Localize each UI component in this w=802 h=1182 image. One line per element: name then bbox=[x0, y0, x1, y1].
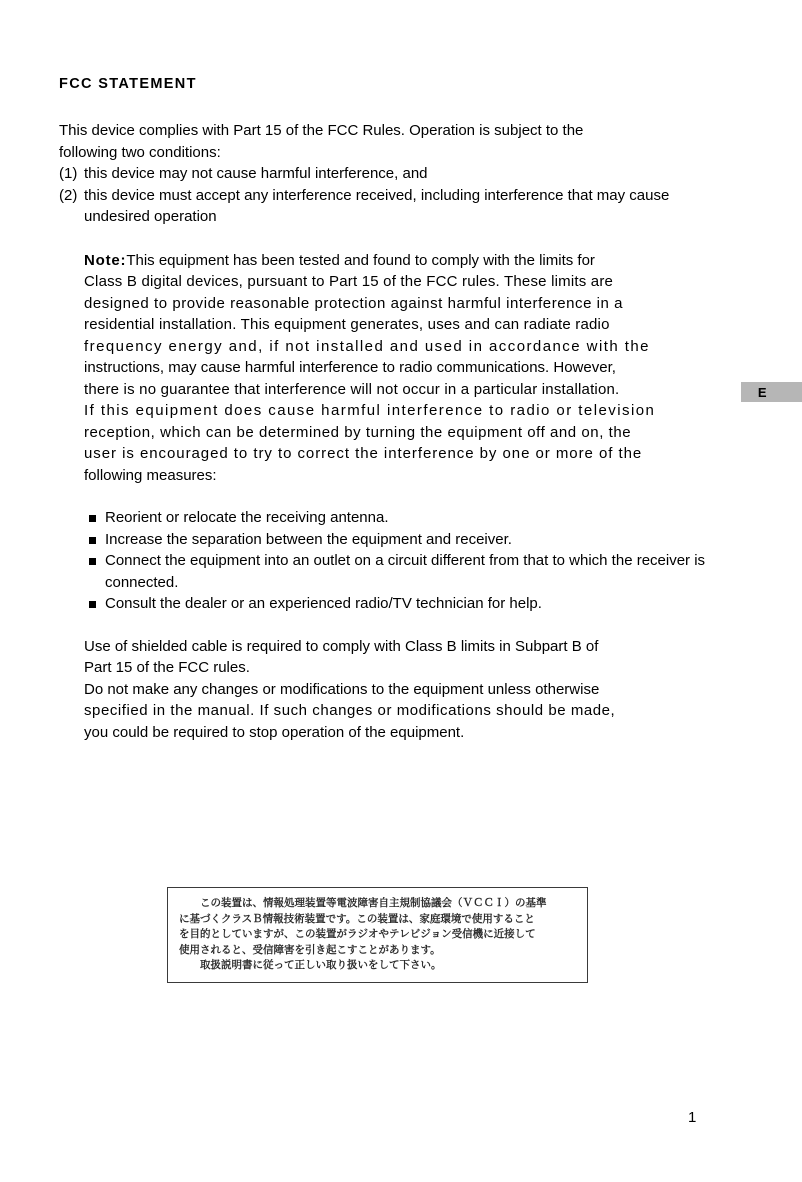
vcci-notice-text bbox=[168, 888, 587, 974]
condition-item bbox=[59, 163, 707, 185]
closing-line: Use of shielded cable is required to comply with Class B limits in Subpart B of bbox=[84, 637, 599, 655]
closing-paragraph-2 bbox=[84, 679, 707, 744]
measures-list bbox=[59, 507, 707, 615]
vcci-notice-box bbox=[167, 887, 588, 983]
square-bullet-icon bbox=[89, 537, 96, 544]
section-tab-label: E bbox=[757, 384, 768, 400]
square-bullet-icon bbox=[89, 515, 96, 522]
note-line: frequency energy and, if not installed and used in accordance with the bbox=[84, 337, 650, 355]
note-first-line bbox=[84, 250, 707, 272]
note-block bbox=[59, 250, 707, 487]
square-bullet-icon bbox=[89, 558, 96, 565]
note-line: designed to provide reasonable protection against harmful interference in a bbox=[84, 294, 624, 312]
vcci-line: 使用されると、受信障害を引き起こすことがあります。 bbox=[179, 943, 441, 956]
page-content bbox=[59, 76, 707, 743]
intro-paragraph bbox=[59, 120, 707, 163]
list-item bbox=[59, 550, 707, 593]
condition-number: (2) bbox=[59, 186, 78, 204]
list-item bbox=[89, 529, 707, 551]
condition-text: this device may not cause harmful interference, and bbox=[84, 165, 428, 183]
intro-line: This device complies with Part 15 of the FCC Rules. Operation is subject to the bbox=[59, 122, 584, 140]
closing-line: you could be required to stop operation of the equipment. bbox=[84, 723, 465, 741]
note-line: residential installation. This equipment generates, uses and can radiate radio bbox=[84, 316, 610, 334]
list-item bbox=[89, 507, 707, 529]
list-item-label: Reorient or relocate the receiving antenna. bbox=[105, 509, 389, 527]
note-line: reception, which can be determined by turning the equipment off and on, the bbox=[84, 423, 632, 441]
note-line: instructions, may cause harmful interference to radio communications. However, bbox=[84, 359, 616, 377]
vcci-line: この装置は、情報処理装置等電波障害自主規制協議会（ＶＣＣＩ）の基準 bbox=[200, 897, 547, 909]
page-number: 1 bbox=[688, 1109, 697, 1126]
note-line: following measures: bbox=[84, 466, 217, 484]
vcci-line: を目的としていますが、この装置がラジオやテレビジョン受信機に近接して bbox=[179, 928, 536, 940]
note-line: Class B digital devices, pursuant to Part 15 of the FCC rules. These limits are bbox=[84, 273, 614, 291]
vcci-line: 取扱説明書に従って正しい取り扱いをして下さい。 bbox=[200, 959, 442, 971]
note-paragraph bbox=[84, 250, 707, 487]
note-label: Note: bbox=[84, 251, 127, 269]
page-title: FCC STATEMENT bbox=[59, 76, 197, 92]
list-item-label: Connect the equipment into an outlet on a circuit different from that to which the receiver is connected. bbox=[105, 552, 706, 591]
condition-text: this device must accept any interference received, including interference that may cause undesired operation bbox=[84, 186, 670, 226]
closing-section bbox=[59, 636, 707, 744]
closing-line: specified in the manual. If such changes or modifications should be made, bbox=[84, 702, 616, 720]
closing-paragraph-1 bbox=[84, 636, 707, 679]
square-bullet-icon bbox=[89, 601, 96, 608]
vcci-line: に基づくクラスＢ情報技術装置です。この装置は、家庭環境で使用すること bbox=[179, 912, 535, 925]
closing-line: Do not make any changes or modifications to the equipment unless otherwise bbox=[84, 680, 600, 698]
note-line: If this equipment does cause harmful interference to radio or television bbox=[84, 402, 656, 420]
section-tab-e bbox=[741, 382, 802, 402]
condition-item bbox=[59, 185, 707, 228]
note-line: user is encouraged to try to correct the interference by one or more of the bbox=[84, 445, 643, 463]
list-item-label: Increase the separation between the equipment and receiver. bbox=[105, 530, 512, 548]
intro-line: following two conditions: bbox=[59, 143, 221, 161]
closing-line: Part 15 of the FCC rules. bbox=[84, 659, 250, 677]
list-item-label: Consult the dealer or an experienced radio/TV technician for help. bbox=[105, 595, 542, 613]
condition-number: (1) bbox=[59, 165, 78, 183]
list-item bbox=[89, 593, 707, 615]
note-line: This equipment has been tested and found to comply with the limits for bbox=[126, 251, 595, 269]
note-line: there is no guarantee that interference will not occur in a particular installation. bbox=[84, 380, 620, 398]
